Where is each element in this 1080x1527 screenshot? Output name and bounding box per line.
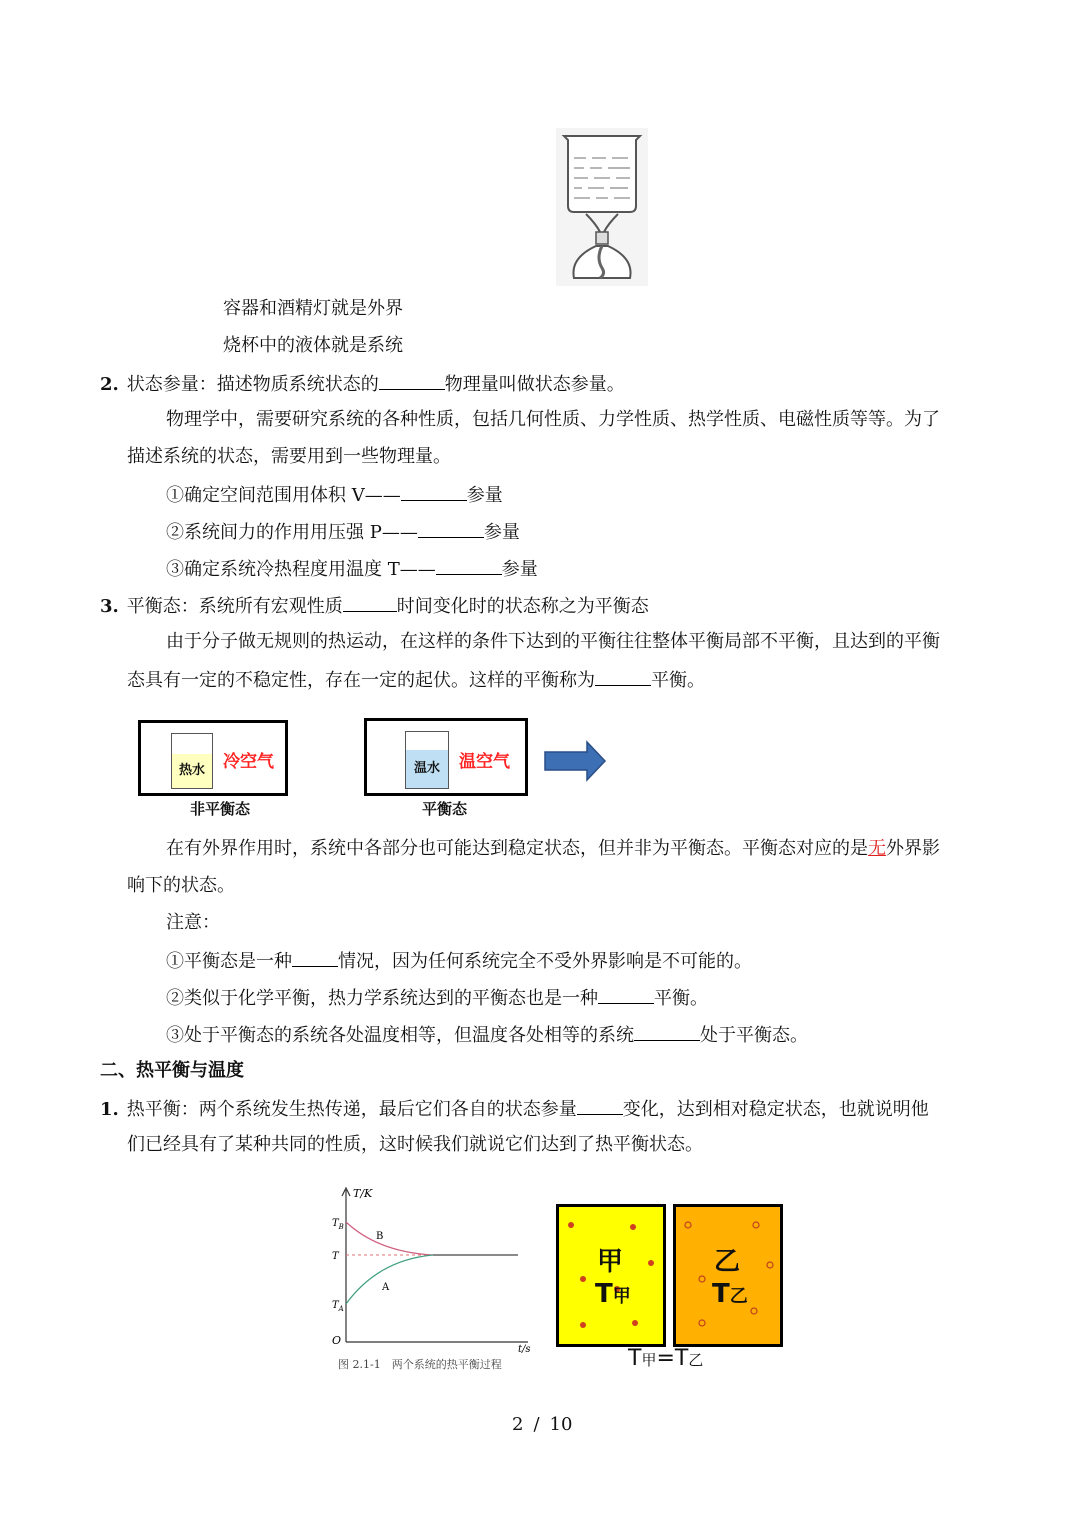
note-label: 注意： — [166, 912, 220, 933]
series-b-curve — [346, 1222, 433, 1255]
volume-blank[interactable] — [401, 482, 467, 501]
note2-a: ②类似于化学平衡，热力学系统达到的平衡态也是一种 — [166, 988, 598, 1009]
beaker-figure — [556, 128, 648, 286]
right-arrow-icon — [543, 740, 607, 782]
item2-s1a: 描述物质系统状态的 — [216, 374, 379, 395]
note3-b: 处于平衡态。 — [700, 1025, 808, 1046]
equilibrium-caption: 平衡态 — [422, 800, 468, 818]
note2-b: 平衡。 — [654, 988, 708, 1009]
series-a-label: A — [382, 1282, 390, 1293]
series-b-label: B — [376, 1231, 384, 1242]
equilibrium-box — [364, 718, 528, 796]
section2-s1b: 变化，达到相对稳定状态，也就说明他 — [622, 1099, 929, 1120]
beaker-caption-line2: 烧杯中的液体就是系统 — [223, 335, 403, 356]
warm-air-label: 温空气 — [459, 752, 510, 772]
beaker-lamp-image — [556, 128, 648, 286]
pressure-suffix: 参量 — [483, 522, 520, 543]
box-yi — [673, 1204, 783, 1347]
beaker-caption-line1: 容器和酒精灯就是外界 — [223, 298, 403, 319]
item2-paragraph-line1: 物理学中，需要研究系统的各种性质，包括几何性质、力学性质、热学性质、电磁性质等等。为了 — [166, 409, 940, 430]
note1-blank[interactable] — [292, 948, 338, 967]
section2-item1-line2: 们已经具有了某种共同的性质，这时候我们就说它们达到了热平衡状态。 — [127, 1134, 703, 1155]
total-pages: 10 — [549, 1414, 573, 1435]
origin-label: O — [332, 1334, 342, 1347]
note-item1 — [166, 948, 752, 972]
note-item3 — [166, 1022, 808, 1046]
non-equilibrium-caption: 非平衡态 — [190, 800, 251, 818]
volume-text: ①确定空间范围用体积 V—— — [166, 485, 401, 506]
item3-p2b: 平衡。 — [651, 670, 705, 691]
volume-suffix: 参量 — [466, 485, 503, 506]
thermal-equilibrium-chart — [328, 1182, 538, 1382]
section2-item1-line1 — [100, 1096, 929, 1120]
item3-head: 平衡态： — [126, 596, 199, 617]
after-p1a: 在有外界作用时，系统中各部分也可能达到稳定状态，但并非为平衡态。平衡态对应的是 — [166, 838, 868, 859]
note1-b: 情况，因为任何系统完全不受外界影响是不可能的。 — [338, 951, 752, 972]
note3-blank[interactable] — [634, 1022, 700, 1041]
item3-heading-line — [100, 593, 649, 617]
temperature-equality: T甲=T乙 — [628, 1346, 704, 1371]
after-figure-line2: 响下的状态。 — [127, 875, 235, 896]
item2-list-volume — [166, 482, 503, 506]
tick-t: T — [332, 1251, 339, 1262]
hot-water-cup — [171, 733, 213, 789]
box-jia-name: 甲 — [597, 1247, 624, 1277]
after-p1b: 外界影 — [886, 838, 940, 859]
section2-title: 二、热平衡与温度 — [100, 1060, 244, 1081]
note-item2 — [166, 985, 708, 1009]
current-page: 2 — [512, 1414, 524, 1435]
box-jia — [556, 1204, 666, 1347]
hot-water-label: 热水 — [172, 754, 212, 788]
item3-paragraph-line2 — [127, 667, 705, 691]
item3-p2-blank[interactable] — [595, 667, 651, 686]
warm-water-label: 温水 — [406, 750, 448, 788]
item2-heading-line — [100, 371, 625, 395]
box-yi-name: 乙 — [714, 1247, 741, 1277]
x-axis-label: t/s — [518, 1344, 531, 1355]
y-axis-label: T/K — [353, 1187, 373, 1200]
section2-s1a: 两个系统发生热传递，最后它们各自的状态参量 — [198, 1099, 577, 1120]
item3-blank[interactable] — [343, 593, 397, 612]
item2-s1b: 物理量叫做状态参量。 — [444, 374, 625, 395]
item2-paragraph-line2: 描述系统的状态，需要用到一些物理量。 — [127, 446, 451, 467]
item2-list-pressure — [166, 519, 520, 543]
page-separator: / — [533, 1414, 540, 1435]
tick-ta: $T_A$ — [332, 1300, 344, 1313]
item3-s1b: 时间变化时的状态称之为平衡态 — [396, 596, 649, 617]
box-yi-temperature: T乙 — [712, 1279, 748, 1309]
temperature-suffix: 参量 — [501, 559, 538, 580]
chart-caption: 图 2.1-1 两个系统的热平衡过程 — [338, 1358, 502, 1371]
item2-list-temperature — [166, 556, 538, 580]
item2-blank[interactable] — [379, 371, 445, 390]
section2-item1-number: 1. — [100, 1099, 119, 1120]
after-figure-line1 — [166, 837, 940, 861]
item2-number: 2. — [100, 374, 119, 395]
item3-paragraph-line1: 由于分子做无规则的热运动，在这样的条件下达到的平衡往往整体平衡局部不平衡，且达到的平衡 — [166, 631, 940, 652]
tick-tb: $T_B$ — [332, 1218, 344, 1231]
item2-head: 状态参量： — [126, 374, 217, 395]
after-p1-red-word: 无 — [868, 838, 886, 859]
pressure-text: ②系统间力的作用用压强 P—— — [166, 522, 418, 543]
item3-s1a: 系统所有宏观性质 — [198, 596, 343, 617]
temperature-blank[interactable] — [436, 556, 502, 575]
section2-blank[interactable] — [577, 1096, 623, 1115]
series-a-curve — [346, 1255, 433, 1304]
section2-head: 热平衡： — [126, 1099, 199, 1120]
cold-air-label: 冷空气 — [223, 752, 274, 772]
item3-p2a: 态具有一定的不稳定性，存在一定的起伏。这样的平衡称为 — [127, 670, 595, 691]
page-number — [512, 1413, 572, 1437]
note3-a: ③处于平衡态的系统各处温度相等，但温度各处相等的系统 — [166, 1025, 634, 1046]
non-equilibrium-box — [138, 720, 288, 796]
warm-water-cup — [405, 731, 449, 789]
note2-blank[interactable] — [598, 985, 654, 1004]
temperature-text: ③确定系统冷热程度用温度 T—— — [166, 559, 436, 580]
item3-number: 3. — [100, 596, 119, 617]
note1-a: ①平衡态是一种 — [166, 951, 292, 972]
pressure-blank[interactable] — [418, 519, 484, 538]
box-jia-temperature: T甲 — [595, 1279, 631, 1309]
